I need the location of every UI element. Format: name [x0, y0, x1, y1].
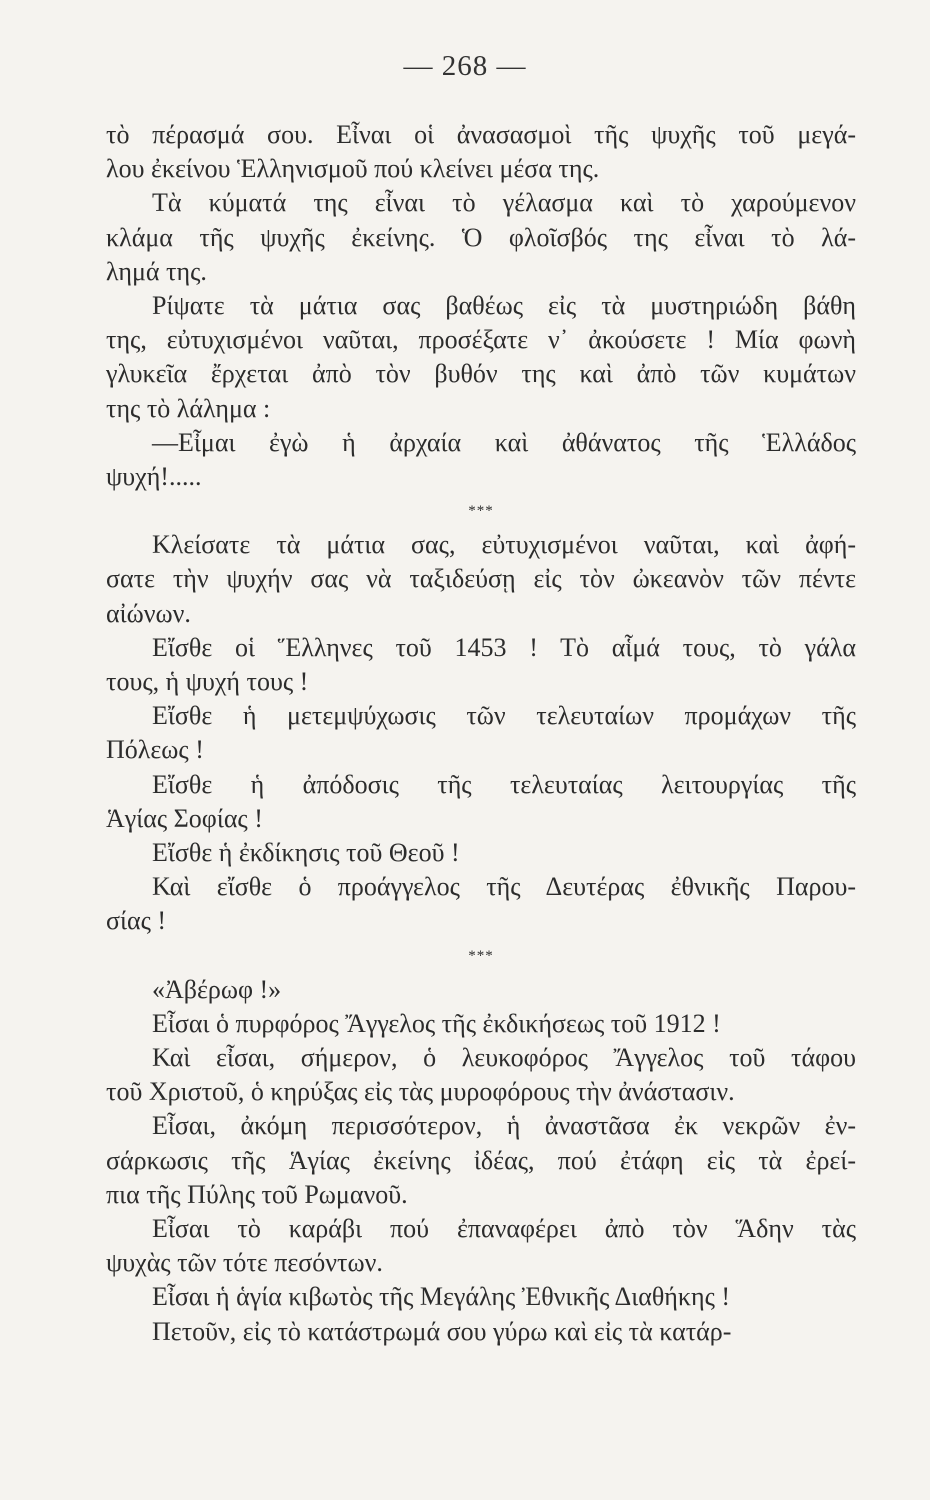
text-line: Κλείσατε τὰ μάτια σας, εὐτυχισμένοι ναῦται, καὶ ἀφή- — [152, 530, 856, 560]
text-line: τοῦ Χριστοῦ, ὁ κηρύξας εἰς τὰς μυροφόρους τὴν ἀνάστασιν. — [106, 1077, 735, 1107]
text-line: Καὶ εἶσαι, σήμερον, ὁ λευκοφόρος Ἄγγελος τοῦ τάφου — [152, 1043, 856, 1073]
text-line: κλάμα τῆς ψυχῆς ἐκείνης. Ὁ φλοῖσβός της εἶναι τὸ λά- — [106, 222, 856, 252]
text-line: ψυχή!..... — [106, 461, 202, 491]
text-line: τους, ἡ ψυχή τους ! — [106, 667, 309, 696]
text-line: Καὶ εἴσθε ὁ προάγγελος τῆς Δευτέρας ἐθνικῆς Παρου- — [152, 872, 856, 902]
text-line: ψυχὰς τῶν τότε πεσόντων. — [106, 1248, 383, 1278]
section-separator: *** — [468, 947, 494, 964]
text-line: Ρίψατε τὰ μάτια σας βαθέως εἰς τὰ μυστηριώδη βάθη — [152, 290, 856, 320]
paragraph — [106, 426, 856, 494]
paragraph — [106, 1280, 856, 1314]
text-line: Εἴσθε ἡ ἐκδίκησις τοῦ Θεοῦ ! — [152, 837, 460, 867]
text-line: Ἁγίας Σοφίας ! — [106, 803, 263, 833]
text-line: τὸ πέρασμά σου. Εἶναι οἱ ἀνασασμοὶ τῆς ψυχῆς τοῦ μεγά- — [106, 120, 856, 149]
section-separator: *** — [468, 503, 494, 520]
paragraph — [106, 289, 856, 426]
text-line: Πετοῦν, εἰς τὸ κατάστρωμά σου γύρω καὶ εἰς τὰ κατάρ- — [152, 1316, 732, 1346]
text-line: γλυκεῖα ἔρχεται ἀπὸ τὸν βυθόν της καὶ ἀπὸ τῶν κυμάτων — [106, 359, 856, 389]
text-line: λημά της. — [106, 256, 207, 286]
paragraph — [106, 528, 856, 631]
text-line: Εἶσαι, ἀκόμη περισσότερον, ἡ ἀναστᾶσα ἐκ νεκρῶν ἐν- — [152, 1111, 856, 1141]
paragraph — [106, 1212, 856, 1280]
page-number: — 268 — — [403, 50, 527, 82]
paragraph — [106, 699, 856, 767]
text-line: της, εὐτυχισμένοι ναῦται, προσέξατε ν᾽ ἀκούσετε ! Μία φωνὴ — [106, 325, 856, 355]
paragraph — [106, 768, 856, 836]
paragraph — [106, 1007, 856, 1041]
text-line: λου ἐκείνου Ἑλληνισμοῦ πού κλείνει μέσα της. — [106, 154, 600, 184]
text-line: σίας ! — [106, 906, 167, 936]
paragraph — [106, 836, 856, 870]
text-line: Εἴσθε ἡ ἀπόδοσις τῆς τελευταίας λειτουργίας τῆς — [152, 769, 856, 799]
text-line: Εἶσαι ὁ πυρφόρος Ἄγγελος τῆς ἐκδικήσεως τοῦ 1912 ! — [152, 1008, 721, 1038]
paragraph — [106, 118, 856, 186]
text-line: Εἶσαι ἡ ἁγία κιβωτὸς τῆς Μεγάλης Ἐθνικῆς Διαθήκης ! — [152, 1282, 731, 1312]
paragraph — [106, 973, 856, 1007]
text-line: Τὰ κύματά της εἶναι τὸ γέλασμα καὶ τὸ χαρούμενον — [152, 188, 856, 218]
paragraph — [106, 1109, 856, 1212]
text-line: πια τῆς Πύλης τοῦ Ρωμανοῦ. — [106, 1179, 408, 1209]
paragraph — [106, 870, 856, 938]
text-line: —Εἶμαι ἐγὼ ἡ ἀρχαία καὶ ἀθάνατος τῆς Ἑλλάδος — [152, 427, 856, 457]
text-line: «Ἀβέρωφ !» — [152, 974, 282, 1004]
text-line: Εἶσαι τὸ καράβι πού ἐπαναφέρει ἀπὸ τὸν Ἅδην τὰς — [152, 1214, 856, 1243]
text-line: της τὸ λάλημα : — [106, 393, 271, 423]
paragraph — [106, 186, 856, 289]
text-line: σάρκωσις τῆς Ἁγίας ἐκείνης ἰδέας, πού ἐτάφη εἰς τὰ ἐρεί- — [106, 1145, 856, 1175]
paragraph — [106, 1315, 856, 1349]
paragraph — [106, 631, 856, 699]
text-line: Πόλεως ! — [106, 735, 204, 765]
paragraph — [106, 1041, 856, 1109]
text-line: Εἴσθε ἡ μετεμψύχωσις τῶν τελευταίων προμάχων τῆς — [152, 701, 856, 731]
body-text — [106, 118, 856, 1349]
text-line: σατε τὴν ψυχήν σας νὰ ταξιδεύσῃ εἰς τὸν ὠκεανὸν τῶν πέντε — [106, 564, 856, 594]
text-line: αἰώνων. — [106, 598, 191, 628]
text-line: Εἴσθε οἱ Ἕλληνες τοῦ 1453 ! Τὸ αἷμά τους, τὸ γάλα — [152, 632, 856, 662]
